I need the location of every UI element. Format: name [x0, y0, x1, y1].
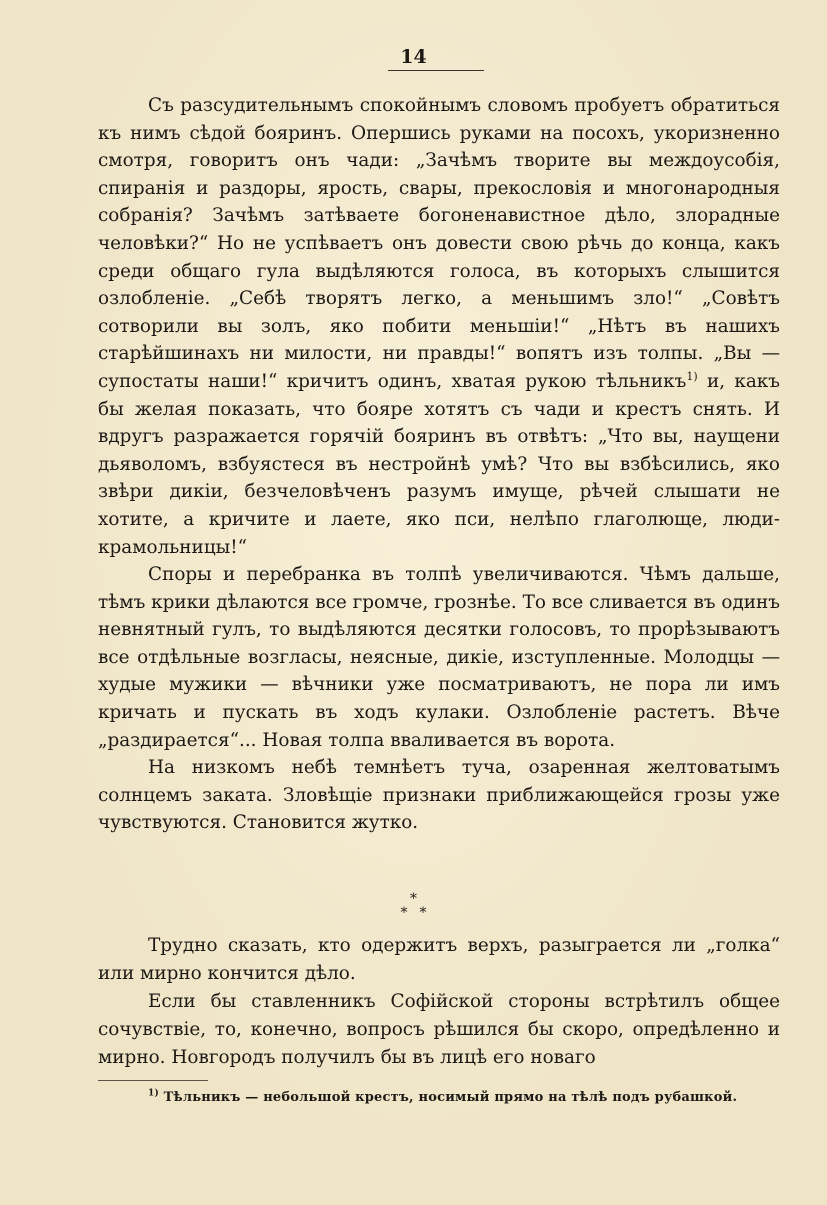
- footnote-text: Тѣльникъ — небольшой крестъ, носимый прямо на тѣлѣ подъ рубашкой.: [158, 1090, 738, 1105]
- paragraph-4: Трудно сказать, кто одержитъ верхъ, разыграется ли „голка“ или мирно кончится дѣло.: [98, 935, 780, 984]
- main-text-continued: [98, 932, 780, 1072]
- footnote: [148, 1090, 788, 1105]
- divider-star-left: *: [400, 905, 408, 921]
- page-number: 14: [400, 46, 427, 68]
- paragraph-1: [98, 92, 780, 561]
- paragraph-1-part-1: Съ разсудительнымъ спокойнымъ словомъ пробуетъ обратиться къ нимъ сѣдой бояринъ. Опершись руками на посохъ, укоризненно смотря, говоритъ онъ чади: „Зачѣмъ творите вы междоусобія, спиранія и раздоры, ярость, свары, прекословія и многонародныя собранія? Зачѣмъ затѣваете богоненавистное дѣло, злорадные человѣки?“ Но не успѣваетъ онъ довести свою рѣчь до конца, какъ среди общаго гула выдѣляются голоса, въ которыхъ слышится озлобленіе. „Себѣ творятъ легко, а меньшимъ зло!“ „Совѣтъ сотворили вы золъ, яко побити меньшіи!“ „Нѣтъ въ нашихъ старѣйшинахъ ни милости, ни правды!“ вопятъ изъ толпы. „Вы — супостаты наши!“ кричитъ одинъ, хватая рукою тѣльникъ: [98, 95, 780, 392]
- paragraph-5: Если бы ставленникъ Софійской стороны встрѣтилъ общее сочувствіе, то, конечно, вопросъ рѣшился бы скоро, опредѣленно и мирно. Новгородъ получилъ бы въ лицѣ его новаго: [98, 991, 780, 1068]
- footnote-rule: [98, 1080, 208, 1081]
- paragraph-3: На низкомъ небѣ темнѣетъ туча, озаренная желтоватымъ солнцемъ заката. Зловѣщіе признаки приближающейся грозы уже чувствуются. Становится жутко.: [98, 757, 780, 834]
- header-rule: [388, 70, 484, 71]
- divider-star-top: *: [410, 891, 417, 907]
- footnote-marker: 1): [148, 1088, 159, 1099]
- paragraph-2: Споры и перебранка въ толпѣ увеличиваются. Чѣмъ дальше, тѣмъ крики дѣлаются все громче, грознѣе. То все сливается въ одинъ невнятный гулъ, то выдѣляются десятки голосовъ, то прорѣзываютъ все отдѣльные возгласы, неясные, дикіе, изступленные. Молодцы — худые мужики — вѣчники уже посматриваютъ, не пора ли имъ кричать и пускать въ ходъ кулаки. Озлобленіе растетъ. Вѣче „раздирается“... Новая толпа вваливается въ ворота.: [98, 564, 781, 751]
- main-text: [98, 92, 780, 837]
- divider-star-right: *: [419, 905, 427, 921]
- footnote-reference: 1): [686, 369, 698, 383]
- paragraph-1-part-2: и, какъ бы желая показать, что бояре хотятъ съ чади и крестъ снять. И вдругъ разражается горячій бояринъ въ отвѣтъ: „Что вы, наущени дьяволомъ, взбуястеся въ нестройнѣ умѣ? Что вы взбѣсились, яко звѣри дикіи, безчеловѣченъ разумъ имуще, рѣчей слышати не хотите, а кричите и лаете, яко пси, нелѣпо глаголюще, люди-крамольницы!“: [98, 370, 780, 558]
- section-divider-asterism: [0, 892, 827, 928]
